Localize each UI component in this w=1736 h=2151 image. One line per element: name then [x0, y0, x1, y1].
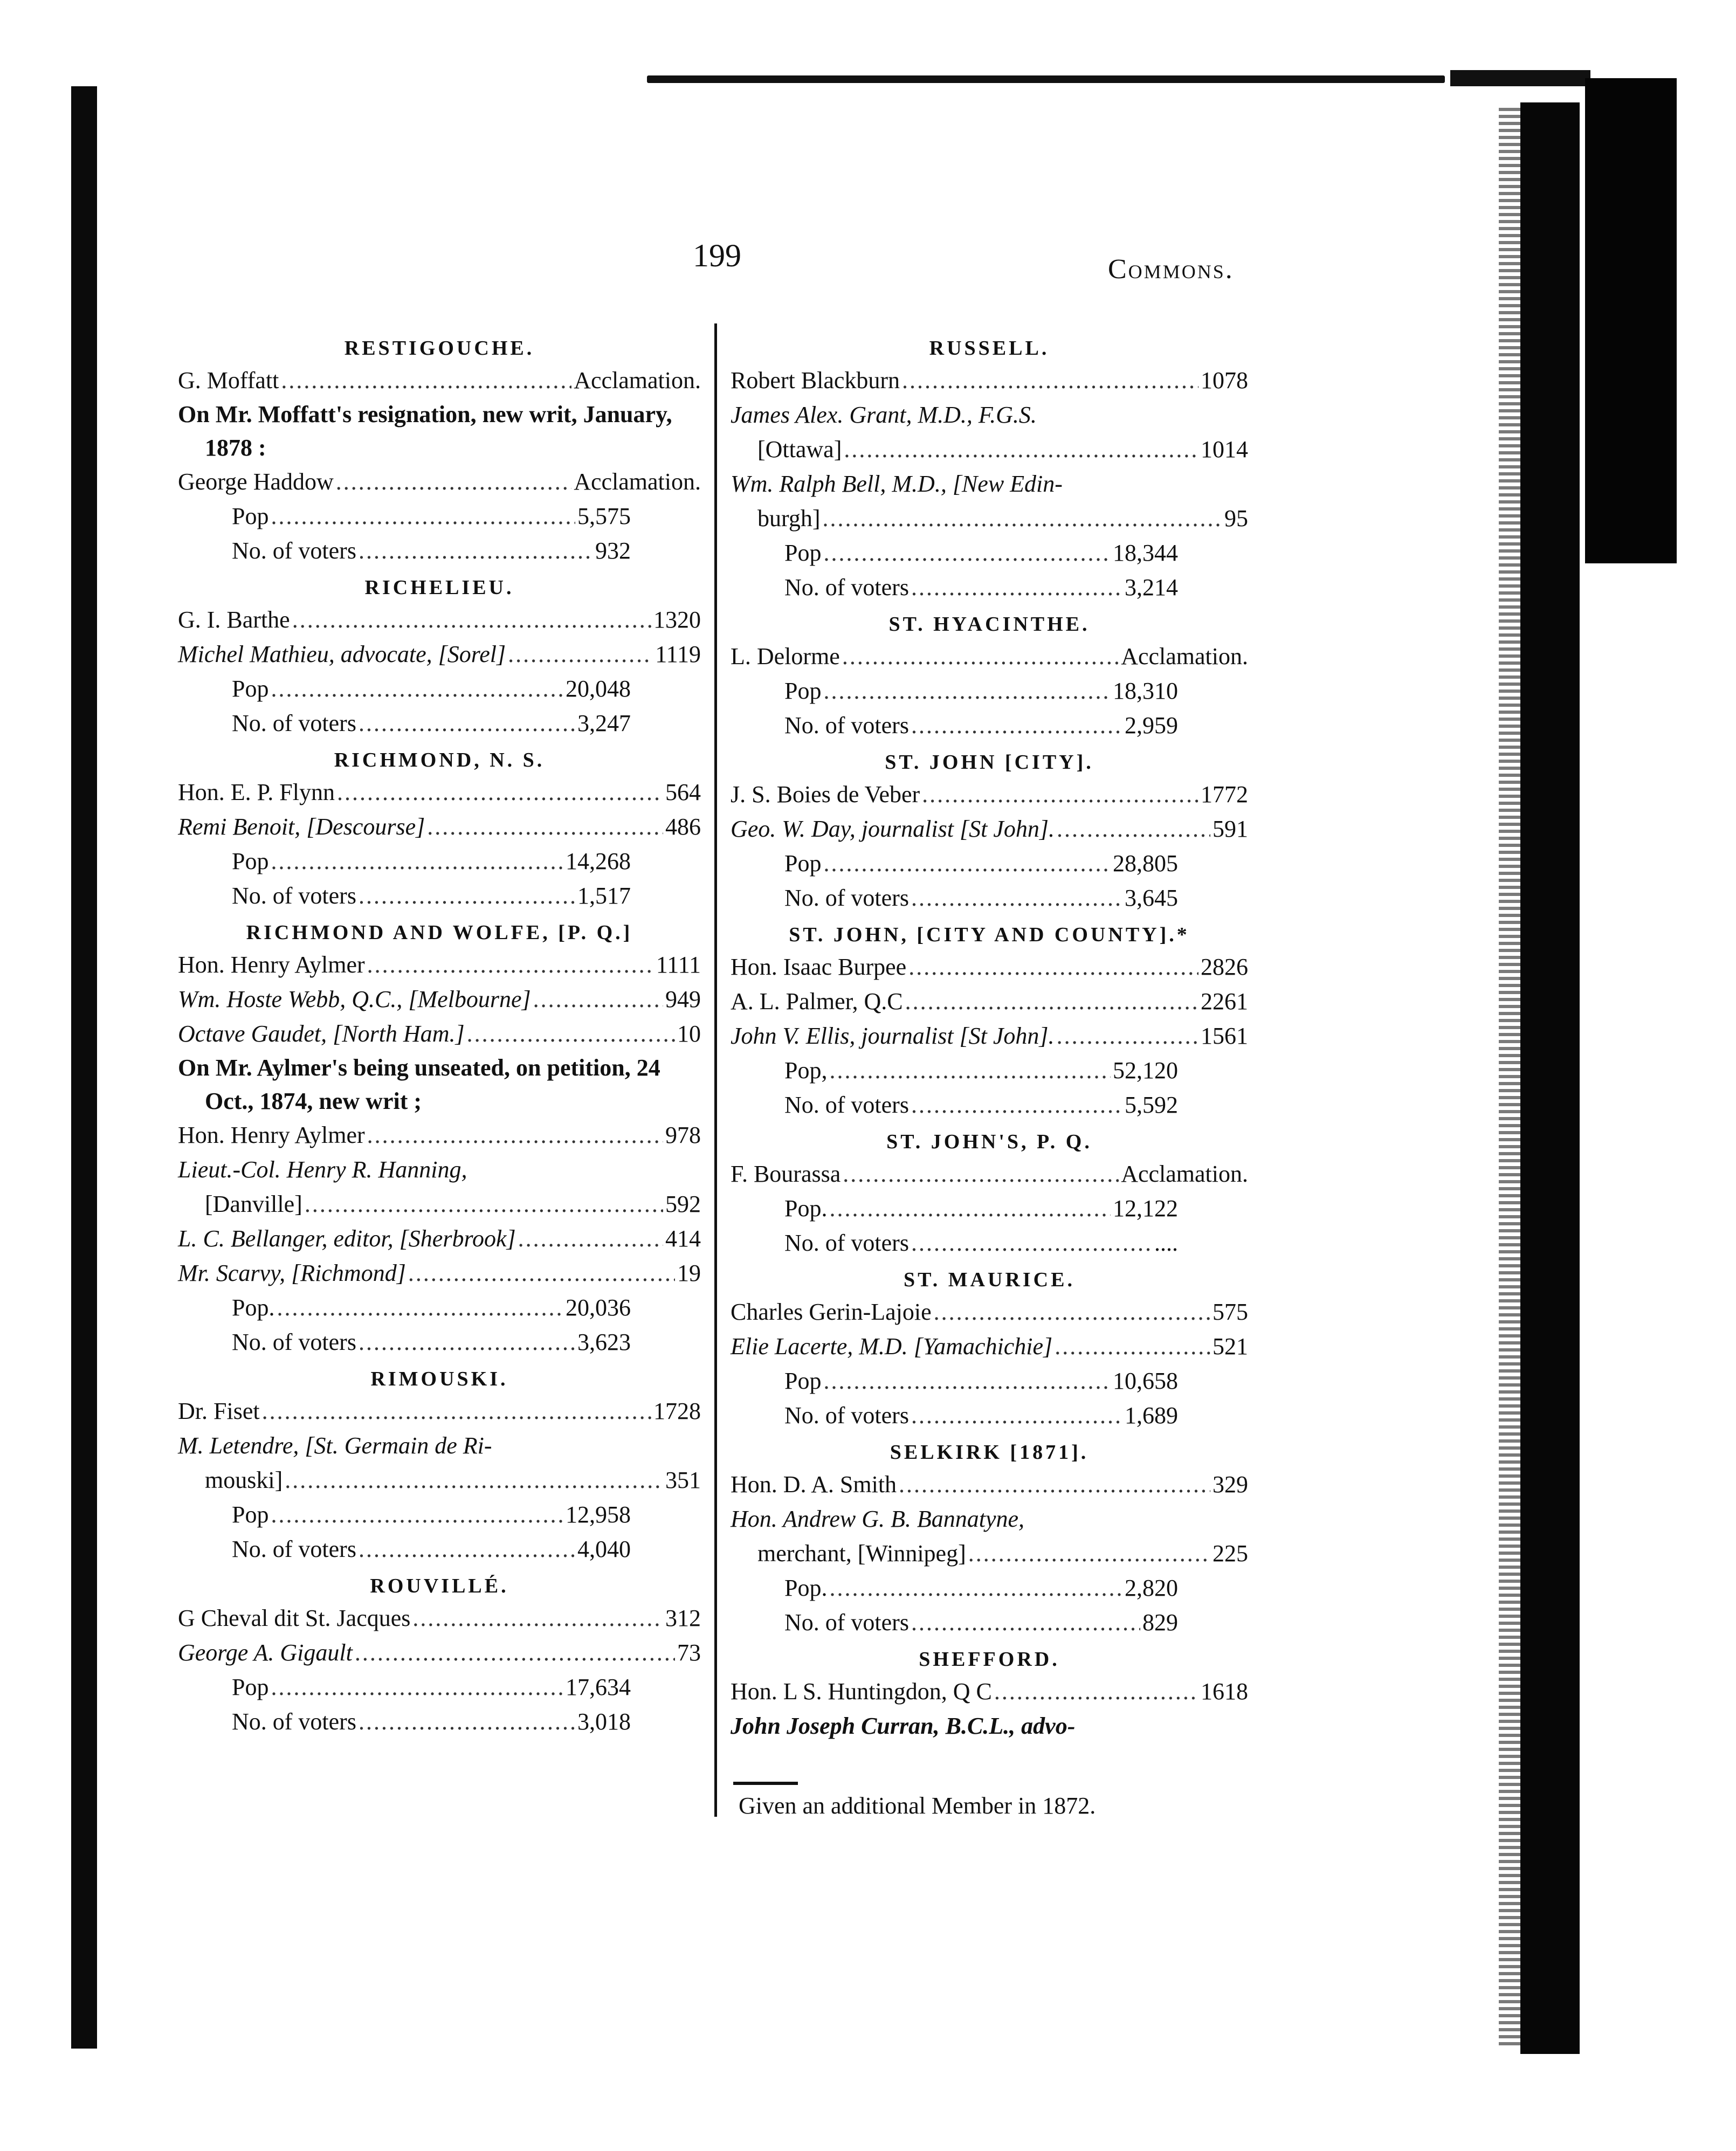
statistic-label: No. of voters — [784, 574, 909, 601]
vote-count: 1618 — [1201, 1678, 1248, 1705]
candidate-row — [731, 501, 1248, 536]
statistic-value: 1,689 — [1125, 1402, 1178, 1429]
statistic-value: 28,805 — [1113, 850, 1178, 877]
candidate-row — [178, 1222, 701, 1256]
constituency-section — [731, 609, 1248, 743]
leader-dots — [922, 777, 1198, 812]
leader-dots — [285, 1463, 663, 1498]
statistic-label: No. of voters — [784, 712, 909, 739]
candidate-row — [178, 1394, 701, 1429]
candidate-row — [178, 1429, 701, 1463]
statistic-row — [178, 706, 701, 741]
leader-dots — [911, 570, 1122, 605]
statistic-value: 12,122 — [1113, 1195, 1178, 1222]
page-number: 199 — [693, 238, 741, 273]
leader-dots — [911, 1605, 1140, 1640]
statistic-row — [731, 1053, 1248, 1088]
candidate-row — [731, 1157, 1248, 1191]
leader-dots — [911, 708, 1122, 743]
candidate-name: mouski] — [205, 1467, 283, 1493]
statistic-label: No. of voters — [784, 1230, 909, 1256]
vote-count: 1772 — [1201, 781, 1248, 808]
statistic-label: No. of voters — [232, 1329, 356, 1355]
statistic-label: Pop — [232, 848, 269, 874]
candidate-name: A. L. Palmer, Q.C — [731, 988, 903, 1015]
leader-dots — [355, 1636, 675, 1670]
candidate-row — [178, 1636, 701, 1670]
candidate-name: Elie Lacerte, M.D. [Yamachichie] — [731, 1333, 1053, 1360]
candidate-row — [178, 637, 701, 672]
candidate-row — [178, 775, 701, 810]
statistic-row — [178, 1670, 701, 1705]
leader-dots — [277, 1291, 563, 1325]
leader-dots — [823, 846, 1111, 881]
leader-dots — [842, 639, 1119, 674]
candidate-row — [178, 465, 701, 499]
vote-count: 1119 — [655, 641, 701, 667]
constituency-heading: ST. HYACINTHE. — [888, 613, 1090, 636]
leader-dots — [271, 499, 575, 534]
leader-dots — [533, 982, 663, 1017]
vote-count: 564 — [665, 779, 701, 805]
statistic-value: 2,959 — [1125, 712, 1178, 739]
candidate-name: Wm. Hoste Webb, Q.C., [Melbourne] — [178, 986, 531, 1012]
candidate-name: Mr. Scarvy, [Richmond] — [178, 1260, 406, 1286]
leader-dots — [271, 844, 563, 879]
statistic-row — [178, 844, 701, 879]
statistic-value: 3,214 — [1125, 574, 1178, 601]
candidate-name: Hon. D. A. Smith — [731, 1471, 897, 1498]
constituency-heading: ROUVILLÉ. — [370, 1575, 509, 1597]
constituency-heading: RICHMOND AND WOLFE, [P. Q.] — [246, 921, 633, 944]
statistic-row — [731, 536, 1248, 570]
statistic-label: Pop — [784, 540, 822, 566]
candidate-row — [731, 639, 1248, 674]
vote-count: 521 — [1213, 1333, 1248, 1360]
constituency-section — [178, 745, 701, 913]
candidate-name: burgh] — [757, 505, 821, 532]
candidate-name: [Danville] — [205, 1191, 302, 1217]
constituency-section — [178, 918, 701, 1360]
statistic-row — [178, 879, 701, 913]
candidate-name: Robert Blackburn — [731, 367, 900, 394]
vote-count: 486 — [665, 813, 701, 840]
leader-dots — [262, 1394, 651, 1429]
leader-dots — [337, 775, 663, 810]
running-head: Commons. — [1108, 254, 1234, 285]
leader-dots — [1057, 1019, 1198, 1053]
candidate-row — [178, 1017, 701, 1051]
candidate-row — [731, 1467, 1248, 1502]
statistic-row — [178, 1705, 701, 1739]
leader-dots — [911, 881, 1122, 915]
statistic-row — [178, 1291, 701, 1325]
constituency-heading: RICHMOND, N. S. — [334, 749, 545, 771]
candidate-name: [Ottawa] — [757, 436, 842, 463]
statistic-label: No. of voters — [232, 1536, 356, 1562]
candidate-row — [178, 1187, 701, 1222]
vote-count: 591 — [1213, 816, 1248, 842]
statistic-row — [178, 499, 701, 534]
leader-dots — [412, 1601, 663, 1636]
leader-dots — [367, 948, 654, 982]
statistic-label: Pop, — [784, 1057, 828, 1084]
candidate-row — [731, 1502, 1248, 1536]
constituency-section — [731, 1437, 1248, 1640]
leader-dots — [843, 1157, 1119, 1191]
leader-dots — [281, 363, 571, 398]
constituency-section — [731, 333, 1248, 605]
candidate-name: M. Letendre, [St. Germain de Ri- — [178, 1432, 492, 1459]
constituency-section — [731, 1127, 1248, 1260]
leader-dots — [292, 603, 651, 637]
constituency-section — [178, 1571, 701, 1739]
statistic-row — [178, 672, 701, 706]
vote-count: 1014 — [1201, 436, 1248, 463]
statistic-label: Pop. — [784, 1575, 828, 1601]
leader-dots — [408, 1256, 675, 1291]
candidate-name: Geo. W. Day, journalist [St John]. — [731, 816, 1055, 842]
constituency-section — [178, 573, 701, 741]
candidate-name: merchant, [Winnipeg] — [757, 1540, 966, 1567]
statistic-label: Pop — [232, 1501, 269, 1528]
scan-edge-right-block — [1585, 78, 1677, 563]
leader-dots — [911, 1226, 1152, 1260]
statistic-row — [731, 1571, 1248, 1605]
candidate-name: Octave Gaudet, [North Ham.] — [178, 1021, 465, 1047]
statistic-label: Pop. — [232, 1294, 275, 1321]
note-paragraph: On Mr. Aylmer's being unseated, on petition, 24 Oct., 1874, new writ ; — [178, 1054, 660, 1114]
constituency-section — [731, 1265, 1248, 1433]
leader-dots — [829, 1191, 1111, 1226]
leader-dots — [823, 674, 1111, 708]
constituency-heading: ST. JOHN'S, P. Q. — [886, 1130, 1092, 1153]
candidate-row — [731, 984, 1248, 1019]
statistic-value: 3,018 — [577, 1708, 631, 1735]
candidate-name: F. Bourassa — [731, 1161, 841, 1187]
leader-dots — [271, 1670, 563, 1705]
candidate-name: Lieut.-Col. Henry R. Hanning, — [178, 1156, 467, 1183]
statistic-row — [731, 708, 1248, 743]
leader-dots — [359, 1325, 575, 1360]
leader-dots — [508, 637, 653, 672]
leader-dots — [427, 810, 663, 844]
constituency-section — [731, 920, 1248, 1122]
leader-dots — [911, 1398, 1122, 1433]
candidate-row — [731, 398, 1248, 432]
candidate-row — [178, 363, 701, 398]
right-column — [731, 329, 1248, 1743]
constituency-section — [731, 747, 1248, 915]
statistic-row — [731, 674, 1248, 708]
vote-count: Acclamation. — [1121, 643, 1248, 670]
scan-edge-right-ragged — [1499, 108, 1520, 2049]
scan-edge-top-corner — [1450, 70, 1590, 86]
leader-dots — [336, 465, 571, 499]
statistic-row — [731, 1226, 1248, 1260]
scan-edge-left — [71, 86, 97, 2049]
statistic-value: 18,344 — [1113, 540, 1178, 566]
vote-count: 2261 — [1201, 988, 1248, 1015]
candidate-name: Michel Mathieu, advocate, [Sorel] — [178, 641, 506, 667]
statistic-value: .... — [1154, 1230, 1178, 1256]
candidate-row — [178, 810, 701, 844]
candidate-name: Hon. L S. Huntingdon, Q C — [731, 1678, 992, 1705]
candidate-row — [178, 1153, 701, 1187]
leader-dots — [359, 534, 593, 568]
candidate-row — [178, 1463, 701, 1498]
vote-count: 19 — [677, 1260, 701, 1286]
vote-count: 73 — [677, 1639, 701, 1666]
statistic-row — [731, 1088, 1248, 1122]
vote-count: 1728 — [653, 1398, 701, 1424]
vote-count: 329 — [1213, 1471, 1248, 1498]
statistic-value: 52,120 — [1113, 1057, 1178, 1084]
footnote: Given an additional Member in 1872. — [739, 1793, 1096, 1819]
candidate-row — [178, 1118, 701, 1153]
statistic-value: 3,645 — [1125, 885, 1178, 911]
candidate-name: George Haddow — [178, 468, 334, 495]
candidate-name: James Alex. Grant, M.D., F.G.S. — [731, 402, 1037, 428]
leader-dots — [359, 706, 575, 741]
constituency-heading: SELKIRK [1871]. — [890, 1441, 1089, 1464]
statistic-value: 20,036 — [566, 1294, 631, 1321]
vote-count: 592 — [665, 1191, 701, 1217]
statistic-row — [178, 1498, 701, 1532]
vote-count: 949 — [665, 986, 701, 1012]
statistic-value: 12,958 — [566, 1501, 631, 1528]
statistic-row — [731, 570, 1248, 605]
vote-count: 1320 — [653, 606, 701, 633]
statistic-value: 829 — [1142, 1609, 1178, 1636]
statistic-value: 10,658 — [1113, 1368, 1178, 1394]
statistic-label: Pop — [784, 850, 822, 877]
vote-count: 1078 — [1201, 367, 1248, 394]
statistic-label: Pop — [784, 678, 822, 704]
leader-dots — [934, 1295, 1210, 1329]
leader-dots — [908, 950, 1198, 984]
statistic-value: 932 — [595, 537, 631, 564]
candidate-row — [731, 1295, 1248, 1329]
vote-count: 225 — [1213, 1540, 1248, 1567]
scan-edge-right — [1520, 102, 1580, 2054]
statistic-row — [731, 1398, 1248, 1433]
candidate-name: Wm. Ralph Bell, M.D., [New Edin- — [731, 471, 1063, 497]
candidate-row — [731, 467, 1248, 501]
statistic-value: 5,575 — [577, 503, 631, 529]
leader-dots — [899, 1467, 1210, 1502]
statistic-label: No. of voters — [784, 1402, 909, 1429]
constituency-heading: ST. JOHN [CITY]. — [885, 751, 1094, 774]
candidate-row — [731, 1536, 1248, 1571]
constituency-heading: RESTIGOUCHE. — [344, 337, 535, 360]
candidate-name: G. I. Barthe — [178, 606, 290, 633]
statistic-label: No. of voters — [232, 710, 356, 736]
candidate-row — [731, 1019, 1248, 1053]
vote-count: 312 — [665, 1605, 701, 1631]
statistic-value: 4,040 — [577, 1536, 631, 1562]
candidate-row — [731, 812, 1248, 846]
leader-dots — [823, 536, 1111, 570]
leader-dots — [905, 984, 1198, 1019]
statistic-row — [731, 1605, 1248, 1640]
statistic-row — [731, 1364, 1248, 1398]
statistic-label: Pop — [232, 1674, 269, 1700]
statistic-label: No. of voters — [784, 1092, 909, 1118]
statistic-value: 14,268 — [566, 848, 631, 874]
candidate-name: John Joseph Curran, B.C.L., advo- — [731, 1713, 1076, 1739]
candidate-row — [731, 1329, 1248, 1364]
candidate-row — [731, 363, 1248, 398]
candidate-name: Dr. Fiset — [178, 1398, 260, 1424]
column-rule — [714, 323, 717, 1817]
leader-dots — [911, 1088, 1122, 1122]
statistic-value: 18,310 — [1113, 678, 1178, 704]
statistic-label: No. of voters — [232, 1708, 356, 1735]
vote-count: 575 — [1213, 1299, 1248, 1325]
constituency-heading: ST. MAURICE. — [904, 1268, 1075, 1291]
statistic-value: 1,517 — [577, 883, 631, 909]
statistic-value: 5,592 — [1125, 1092, 1178, 1118]
statistic-label: Pop — [784, 1368, 822, 1394]
scan-edge-top — [647, 75, 1445, 83]
leader-dots — [271, 1498, 563, 1532]
leader-dots — [271, 672, 563, 706]
statistic-label: Pop — [232, 675, 269, 702]
vote-count: 10 — [677, 1021, 701, 1047]
left-column — [178, 329, 701, 1739]
statistic-value: 3,247 — [577, 710, 631, 736]
leader-dots — [367, 1118, 663, 1153]
candidate-row — [178, 1601, 701, 1636]
vote-count: 1111 — [656, 952, 701, 978]
candidate-row — [178, 948, 701, 982]
candidate-row — [731, 950, 1248, 984]
statistic-row — [731, 881, 1248, 915]
statistic-value: 3,623 — [577, 1329, 631, 1355]
candidate-row — [731, 1709, 1248, 1743]
statistic-row — [731, 1191, 1248, 1226]
candidate-row — [178, 603, 701, 637]
candidate-name: Charles Gerin-Lajoie — [731, 1299, 932, 1325]
statistic-row — [178, 1325, 701, 1360]
leader-dots — [968, 1536, 1210, 1571]
candidate-row — [731, 777, 1248, 812]
statistic-row — [178, 1532, 701, 1567]
vote-count: 414 — [665, 1225, 701, 1252]
candidate-row — [178, 982, 701, 1017]
candidate-name: L. Delorme — [731, 643, 840, 670]
leader-dots — [994, 1674, 1198, 1709]
note-paragraph: On Mr. Moffatt's resignation, new writ, January, 1878 : — [178, 401, 672, 461]
vote-count: Acclamation. — [1121, 1161, 1248, 1187]
vote-count: 351 — [665, 1467, 701, 1493]
statistic-label: Pop — [232, 503, 269, 529]
candidate-row — [731, 1674, 1248, 1709]
candidate-name: Remi Benoit, [Descourse] — [178, 813, 425, 840]
leader-dots — [359, 879, 575, 913]
vote-count: Acclamation. — [574, 367, 701, 394]
statistic-value: 20,048 — [566, 675, 631, 702]
leader-dots — [359, 1705, 575, 1739]
statistic-label: No. of voters — [232, 883, 356, 909]
constituency-section — [178, 1364, 701, 1567]
leader-dots — [823, 1364, 1111, 1398]
candidate-name: G Cheval dit St. Jacques — [178, 1605, 411, 1631]
candidate-name: G. Moffatt — [178, 367, 279, 394]
candidate-row — [178, 1256, 701, 1291]
candidate-name: Hon. Henry Aylmer — [178, 952, 365, 978]
statistic-label: Pop. — [784, 1195, 828, 1222]
candidate-name: J. S. Boies de Veber — [731, 781, 920, 808]
leader-dots — [902, 363, 1198, 398]
statistic-label: No. of voters — [232, 537, 356, 564]
statistic-label: No. of voters — [784, 885, 909, 911]
constituency-heading: ST. JOHN, [CITY AND COUNTY].* — [789, 923, 1190, 946]
statistic-row — [178, 534, 701, 568]
leader-dots — [1055, 1329, 1210, 1364]
leader-dots — [829, 1571, 1122, 1605]
footnote-rule — [733, 1782, 798, 1785]
candidate-name: George A. Gigault — [178, 1639, 353, 1666]
candidate-name: Hon. Andrew G. B. Bannatyne, — [731, 1506, 1025, 1532]
vote-count: 978 — [665, 1122, 701, 1148]
constituency-heading: RIMOUSKI. — [370, 1368, 508, 1390]
vote-count: Acclamation. — [574, 468, 701, 495]
constituency-heading: RUSSELL. — [929, 337, 1050, 360]
statistic-value: 2,820 — [1125, 1575, 1178, 1601]
vote-count: 2826 — [1201, 954, 1248, 980]
candidate-row — [731, 432, 1248, 467]
leader-dots — [1057, 812, 1210, 846]
constituency-section — [731, 1644, 1248, 1743]
candidate-name: John V. Ellis, journalist [St John]. — [731, 1023, 1055, 1049]
statistic-value: 17,634 — [566, 1674, 631, 1700]
vote-count: 1561 — [1201, 1023, 1248, 1049]
candidate-name: Hon. Isaac Burpee — [731, 954, 907, 980]
constituency-heading: RICHELIEU. — [364, 576, 514, 599]
statistic-label: No. of voters — [784, 1609, 909, 1636]
statistic-row — [731, 846, 1248, 881]
leader-dots — [467, 1017, 675, 1051]
leader-dots — [518, 1222, 663, 1256]
candidate-name: Hon. Henry Aylmer — [178, 1122, 365, 1148]
candidate-name: Hon. E. P. Flynn — [178, 779, 335, 805]
leader-dots — [844, 432, 1198, 467]
leader-dots — [305, 1187, 663, 1222]
leader-dots — [359, 1532, 575, 1567]
candidate-name: L. C. Bellanger, editor, [Sherbrook] — [178, 1225, 516, 1252]
constituency-section — [178, 333, 701, 568]
constituency-heading: SHEFFORD. — [919, 1648, 1060, 1671]
leader-dots — [823, 501, 1222, 536]
leader-dots — [829, 1053, 1111, 1088]
vote-count: 95 — [1224, 505, 1248, 532]
